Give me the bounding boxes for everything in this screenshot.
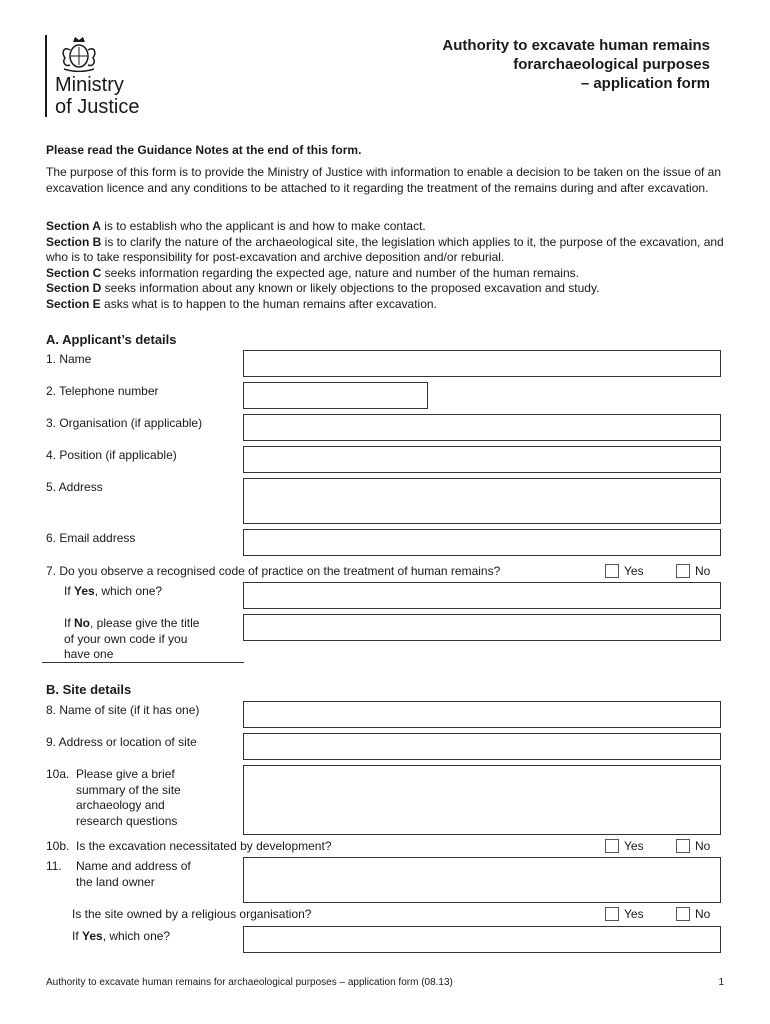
section-c-desc: Section C seeks information regarding the expected age, nature and number of the human remains.: [46, 265, 579, 280]
section-a-heading: A. Applicant’s details: [46, 332, 177, 347]
site-summary-label: Please give a brief summary of the site archaeology and research questions: [76, 767, 181, 828]
religious-no-label: No: [695, 907, 711, 921]
religious-org-question: Is the site owned by a religious organisation?: [72, 907, 312, 921]
religious-yes-checkbox[interactable]: [605, 907, 619, 921]
religious-no-checkbox[interactable]: [676, 907, 690, 921]
site-name-label: 8. Name of site (if it has one): [46, 703, 200, 717]
telephone-field[interactable]: [243, 382, 428, 409]
section-b-desc: Section B is to clarify the nature of the archaeological site, the legislation which applies to it, the purpose of the excavation, and who is to take responsibility for post-excavation and archive deposition and/or reburial.: [46, 234, 724, 264]
ministry-logo-text: [55, 74, 139, 118]
land-owner-label: Name and address of the land owner: [76, 859, 191, 889]
section-d-desc: Section D seeks information about any known or likely objections to the proposed excavation and study.: [46, 281, 600, 295]
religious-if-yes-label: If Yes, which one?: [72, 929, 171, 943]
land-owner-field[interactable]: [243, 857, 721, 903]
telephone-label: 2. Telephone number: [46, 384, 159, 398]
guidance-notice: Please read the Guidance Notes at the end of this form.: [46, 143, 362, 157]
title-line-1: Authority to excavate human remains: [442, 37, 710, 54]
position-field[interactable]: [243, 446, 721, 473]
email-label: 6. Email address: [46, 531, 136, 545]
purpose-paragraph: The purpose of this form is to provide the Ministry of Justice with information to enable a decision to be taken on the issue of an excavation licence and any conditions to be attached to it regarding the treatment of the remains during and after excavation.: [46, 165, 722, 195]
org-line-1: Ministry: [55, 74, 124, 96]
development-yes-label: Yes: [624, 839, 644, 853]
logo-rule: [45, 35, 47, 117]
email-field[interactable]: [243, 529, 721, 556]
code-of-practice-yes-checkbox[interactable]: [605, 564, 619, 578]
site-address-label: 9. Address or location of site: [46, 735, 197, 749]
site-address-field[interactable]: [243, 733, 721, 760]
royal-crest-icon: [56, 34, 102, 72]
section-e-desc: Section E asks what is to happen to the human remains after excavation.: [46, 296, 437, 311]
code-if-no-label: If No, please give the title of your own code if you have one: [64, 616, 200, 661]
q10b-number: 10b.: [46, 839, 70, 853]
code-of-practice-question: 7. Do you observe a recognised code of practice on the treatment of human remains?: [46, 564, 501, 578]
code-if-no-field[interactable]: [243, 614, 721, 641]
development-no-checkbox[interactable]: [676, 839, 690, 853]
q10a-number: 10a.: [46, 767, 70, 781]
address-field[interactable]: [243, 478, 721, 524]
position-label: 4. Position (if applicable): [46, 448, 177, 462]
name-label: 1. Name: [46, 352, 92, 366]
org-line-2: of Justice: [55, 96, 140, 118]
title-line-3: – application form: [580, 75, 710, 92]
sections-list: [46, 219, 736, 312]
title-line-2: forarchaeological purposes: [513, 56, 710, 73]
form-title: [442, 36, 710, 93]
code-if-yes-field[interactable]: [243, 582, 721, 609]
development-question: Is the excavation necessitated by development?: [76, 839, 332, 853]
religious-yes-label: Yes: [624, 907, 644, 921]
q11-number: 11.: [46, 859, 62, 873]
address-label: 5. Address: [46, 480, 103, 494]
name-field[interactable]: [243, 350, 721, 377]
page-number: 1: [718, 977, 724, 988]
organisation-label: 3. Organisation (if applicable): [46, 416, 203, 430]
development-no-label: No: [695, 839, 711, 853]
site-name-field[interactable]: [243, 701, 721, 728]
section-b-heading: B. Site details: [46, 682, 132, 697]
footer-text: Authority to excavate human remains for archaeological purposes – application form (08.13): [46, 977, 453, 988]
code-of-practice-no-checkbox[interactable]: [676, 564, 690, 578]
code-of-practice-yes-label: Yes: [624, 564, 644, 578]
section-a-desc: Section A is to establish who the applicant is and how to make contact.: [46, 219, 426, 233]
site-summary-field[interactable]: [243, 765, 721, 835]
development-yes-checkbox[interactable]: [605, 839, 619, 853]
code-if-yes-label: If Yes, which one?: [64, 584, 163, 598]
religious-if-yes-field[interactable]: [243, 926, 721, 953]
section-a-underline: [42, 662, 244, 663]
code-of-practice-no-label: No: [695, 564, 711, 578]
organisation-field[interactable]: [243, 414, 721, 441]
